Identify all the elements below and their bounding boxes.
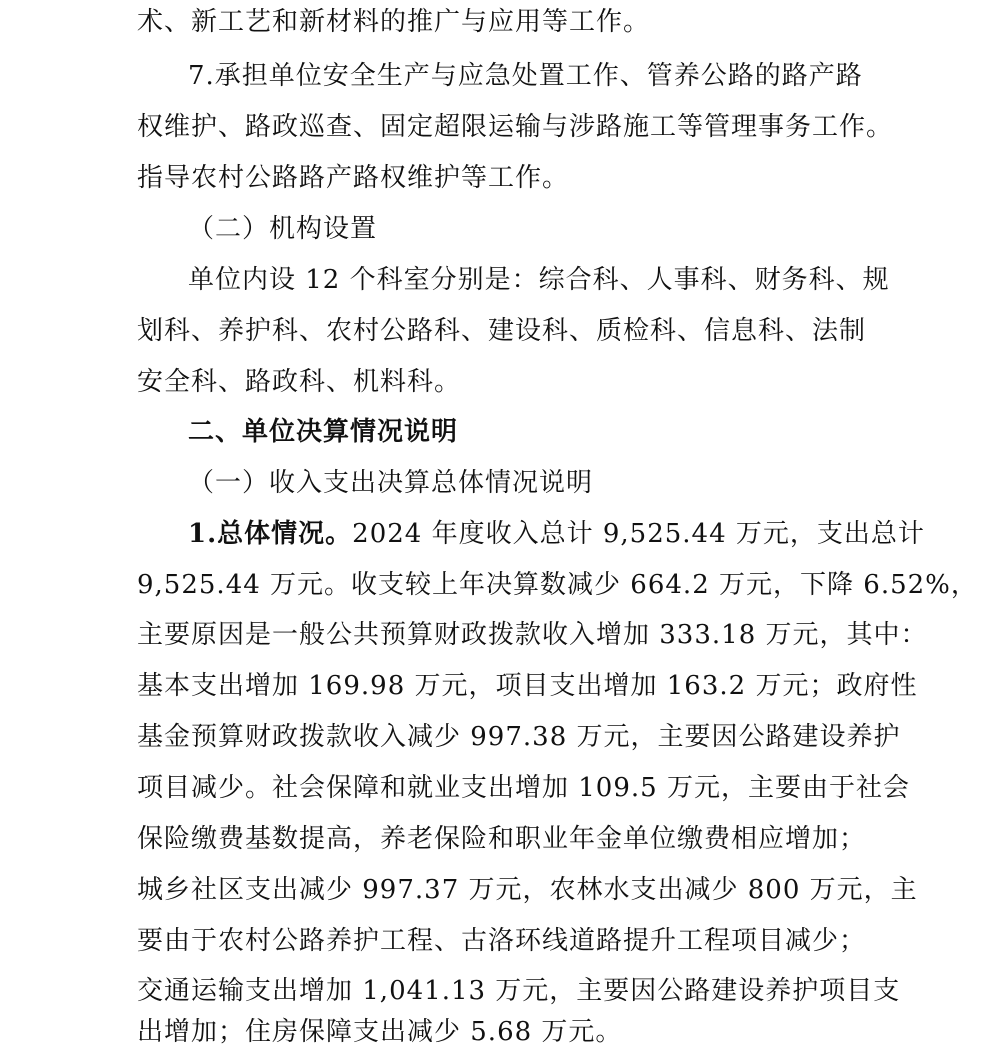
- body-line: 9,525.44 万元。收支较上年决算数减少 664.2 万元，下降 6.52%，: [137, 570, 978, 600]
- body-line: 城乡社区支出减少 997.37 万元，农林水支出减少 800 万元，主: [137, 875, 918, 905]
- body-line: 主要原因是一般公共预算财政拨款收入增加 333.18 万元，其中：: [137, 620, 928, 650]
- body-line: 权维护、路政巡查、固定超限运输与涉路施工等管理事务工作。: [137, 112, 894, 142]
- body-line: 基金预算财政拨款收入减少 997.38 万元，主要因公路建设养护: [137, 722, 901, 752]
- body-line: 划科、养护科、农村公路科、建设科、质检科、信息科、法制: [137, 316, 867, 346]
- body-line: 安全科、路政科、机料科。: [137, 367, 462, 397]
- body-line: 7.承担单位安全生产与应急处置工作、管养公路的路产路: [188, 61, 863, 91]
- body-line: 保险缴费基数提高，养老保险和职业年金单位缴费相应增加；: [137, 824, 867, 854]
- paragraph-lead-line: [188, 516, 925, 552]
- section-heading: 二、单位决算情况说明: [188, 417, 459, 447]
- body-line: 交通运输支出增加 1,041.13 万元，主要因公路建设养护项目支: [137, 976, 901, 1006]
- body-line: 基本支出增加 169.98 万元，项目支出增加 163.2 万元；政府性: [137, 671, 918, 701]
- section-subheading: （二）机构设置: [188, 214, 378, 244]
- paragraph-lead-text: 2024 年度收入总计 9,525.44 万元，支出总计: [352, 519, 925, 549]
- body-line: 项目减少。社会保障和就业支出增加 109.5 万元，主要由于社会: [137, 773, 910, 803]
- paragraph-lead: 1.总体情况。: [188, 519, 353, 549]
- body-line: 单位内设 12 个科室分别是：综合科、人事科、财务科、规: [188, 265, 890, 295]
- body-line: 要由于农村公路养护工程、古洛环线道路提升工程项目减少；: [137, 926, 867, 956]
- body-line: 出增加；住房保障支出减少 5.68 万元。: [137, 1017, 623, 1047]
- body-line: 术、新工艺和新材料的推广与应用等工作。: [137, 7, 651, 37]
- body-line: 指导农村公路路产路权维护等工作。: [137, 163, 570, 193]
- section-subheading: （一）收入支出决算总体情况说明: [188, 468, 594, 498]
